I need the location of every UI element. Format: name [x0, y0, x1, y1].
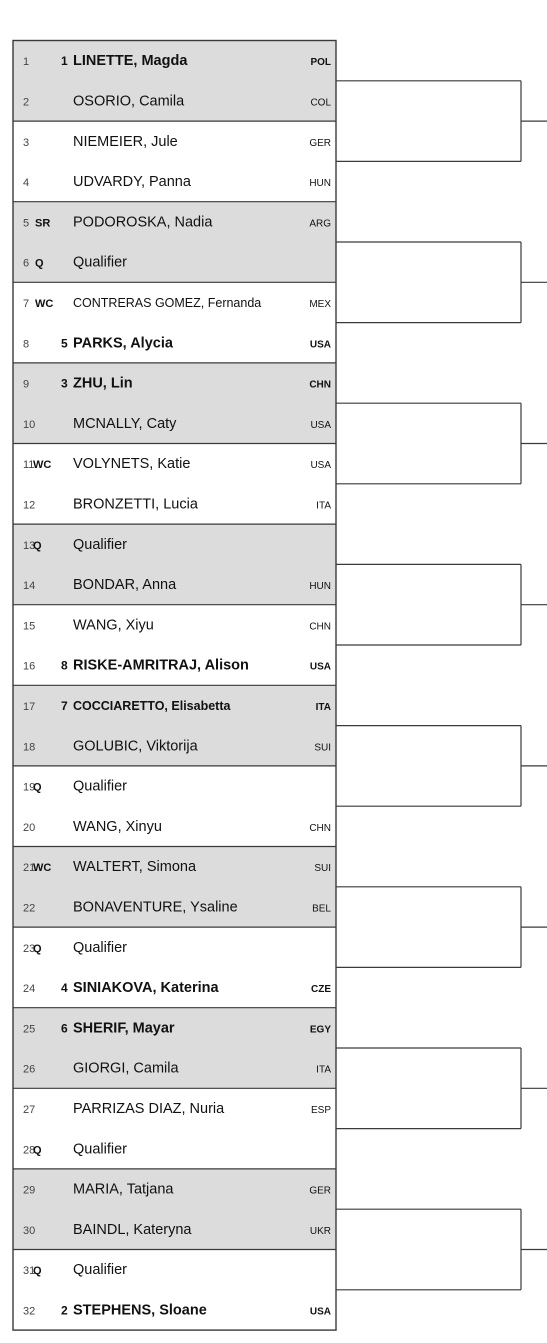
entry-type-tag: Q [35, 257, 44, 270]
draw-position: 16 [23, 660, 36, 673]
draw-position: 17 [23, 700, 36, 713]
player-name[interactable]: STEPHENS, Sloane [73, 1302, 207, 1319]
draw-position: 28 [23, 1144, 36, 1157]
entry-type-tag: SR [35, 217, 51, 230]
player-country: CHN [309, 621, 331, 633]
draw-position: 5 [23, 217, 30, 230]
draw-position: 20 [23, 821, 36, 834]
entry-type-tag: WC [33, 862, 52, 875]
player-name[interactable]: RISKE-AMRITRAJ, Alison [73, 657, 249, 674]
player-name[interactable]: Qualifier [73, 778, 127, 795]
player-name[interactable]: GIORGI, Camila [73, 1060, 179, 1077]
draw-position: 27 [23, 1103, 36, 1116]
draw-position: 19 [23, 781, 36, 794]
draw-position: 26 [23, 1063, 36, 1076]
player-country: CHN [309, 379, 331, 391]
player-name[interactable]: PARRIZAS DIAZ, Nuria [73, 1100, 225, 1117]
draw-position: 12 [23, 499, 36, 512]
draw-position: 3 [23, 136, 30, 149]
player-name[interactable]: UDVARDY, Panna [73, 174, 191, 191]
player-name[interactable]: ZHU, Lin [73, 375, 133, 392]
entry-type-tag: Q [33, 539, 42, 552]
player-country: GER [309, 1185, 331, 1197]
draw-position: 10 [23, 418, 36, 431]
player-name[interactable]: OSORIO, Camila [73, 93, 185, 110]
draw-position: 11 [23, 459, 35, 472]
player-name[interactable]: Qualifier [73, 254, 127, 271]
player-name[interactable]: SINIAKOVA, Katerina [73, 980, 219, 997]
player-name[interactable]: SHERIF, Mayar [73, 1020, 175, 1037]
draw-position: 23 [23, 942, 36, 955]
player-name[interactable]: BAINDL, Kateryna [73, 1221, 192, 1238]
entry-type-tag: Q [33, 1144, 42, 1157]
player-name[interactable]: MCNALLY, Caty [73, 415, 177, 432]
player-name[interactable]: WANG, Xiyu [73, 617, 154, 634]
player-country: USA [309, 1306, 331, 1318]
draw-position: 13 [23, 539, 36, 552]
entry-type-tag: WC [35, 297, 54, 310]
player-country: EGY [309, 1024, 331, 1036]
player-name[interactable]: CONTRERAS GOMEZ, Fernanda [73, 295, 262, 310]
seed-number: 7 [61, 698, 68, 713]
player-country: MEX [309, 298, 331, 310]
player-name[interactable]: Qualifier [73, 536, 127, 553]
player-name[interactable]: GOLUBIC, Viktorija [73, 738, 198, 755]
entry-type-tag: Q [33, 1265, 42, 1278]
player-country: USA [309, 661, 331, 673]
player-country: ITA [316, 500, 331, 512]
player-country: USA [310, 460, 331, 472]
entry-type-tag: WC [33, 459, 52, 472]
player-name[interactable]: BONAVENTURE, Ysaline [73, 899, 238, 916]
player-name[interactable]: PARKS, Alycia [73, 335, 173, 352]
seed-number: 3 [61, 376, 68, 391]
entry-type-tag: Q [33, 781, 42, 794]
player-country: ITA [315, 701, 331, 713]
seed-number: 8 [61, 658, 68, 673]
draw-position: 29 [23, 1184, 36, 1197]
draw-position: 21 [23, 862, 36, 875]
player-country: GER [309, 137, 331, 149]
draw-position: 2 [23, 96, 30, 109]
entry-type-tag: Q [33, 942, 42, 955]
draw-position: 14 [23, 580, 36, 593]
player-name[interactable]: COCCIARETTO, Elisabetta [73, 698, 231, 713]
seed-number: 4 [61, 981, 68, 996]
player-country: USA [310, 419, 331, 431]
player-name[interactable]: BONDAR, Anna [73, 577, 177, 594]
player-name[interactable]: Qualifier [73, 1262, 127, 1279]
player-country: ARG [309, 218, 331, 230]
draw-position: 8 [23, 338, 30, 351]
player-country: SUI [314, 742, 331, 754]
player-country: HUN [309, 178, 331, 190]
player-country: SUI [314, 863, 331, 875]
draw-position: 32 [23, 1305, 36, 1318]
player-country: POL [310, 57, 331, 69]
player-name[interactable]: PODOROSKA, Nadia [73, 214, 213, 231]
player-name[interactable]: VOLYNETS, Katie [73, 456, 191, 473]
player-name[interactable]: MARIA, Tatjana [73, 1181, 174, 1198]
seed-number: 1 [61, 54, 68, 69]
draw-position: 4 [23, 177, 30, 190]
player-name[interactable]: LINETTE, Magda [73, 53, 188, 70]
player-country: ITA [316, 1064, 331, 1076]
player-country: ESP [310, 1104, 331, 1116]
seed-number: 2 [61, 1303, 68, 1318]
draw-position: 22 [23, 902, 36, 915]
draw-position: 30 [23, 1224, 36, 1237]
draw-position: 1 [23, 56, 30, 69]
draw-position: 15 [23, 620, 36, 633]
player-name[interactable]: WALTERT, Simona [73, 859, 197, 876]
player-country: HUN [309, 581, 331, 593]
player-name[interactable]: WANG, Xinyu [73, 818, 162, 835]
draw-position: 9 [23, 378, 30, 391]
player-name[interactable]: Qualifier [73, 1141, 127, 1158]
draw-position: 18 [23, 741, 36, 754]
seed-number: 5 [61, 336, 68, 351]
player-country: COL [310, 97, 331, 109]
draw-position: 24 [23, 983, 36, 996]
player-name[interactable]: BRONZETTI, Lucia [73, 496, 198, 513]
player-country: BEL [312, 903, 331, 915]
player-name[interactable]: NIEMEIER, Jule [73, 133, 178, 150]
seed-number: 6 [61, 1021, 68, 1036]
player-country: CHN [309, 822, 331, 834]
player-country: CZE [311, 984, 331, 996]
draw-position: 7 [23, 297, 30, 310]
draw-position: 31 [23, 1265, 36, 1278]
player-country: USA [309, 339, 331, 351]
player-country: UKR [309, 1225, 331, 1237]
player-name[interactable]: Qualifier [73, 939, 127, 956]
draw-position: 25 [23, 1023, 36, 1036]
draw-position: 6 [23, 257, 30, 270]
